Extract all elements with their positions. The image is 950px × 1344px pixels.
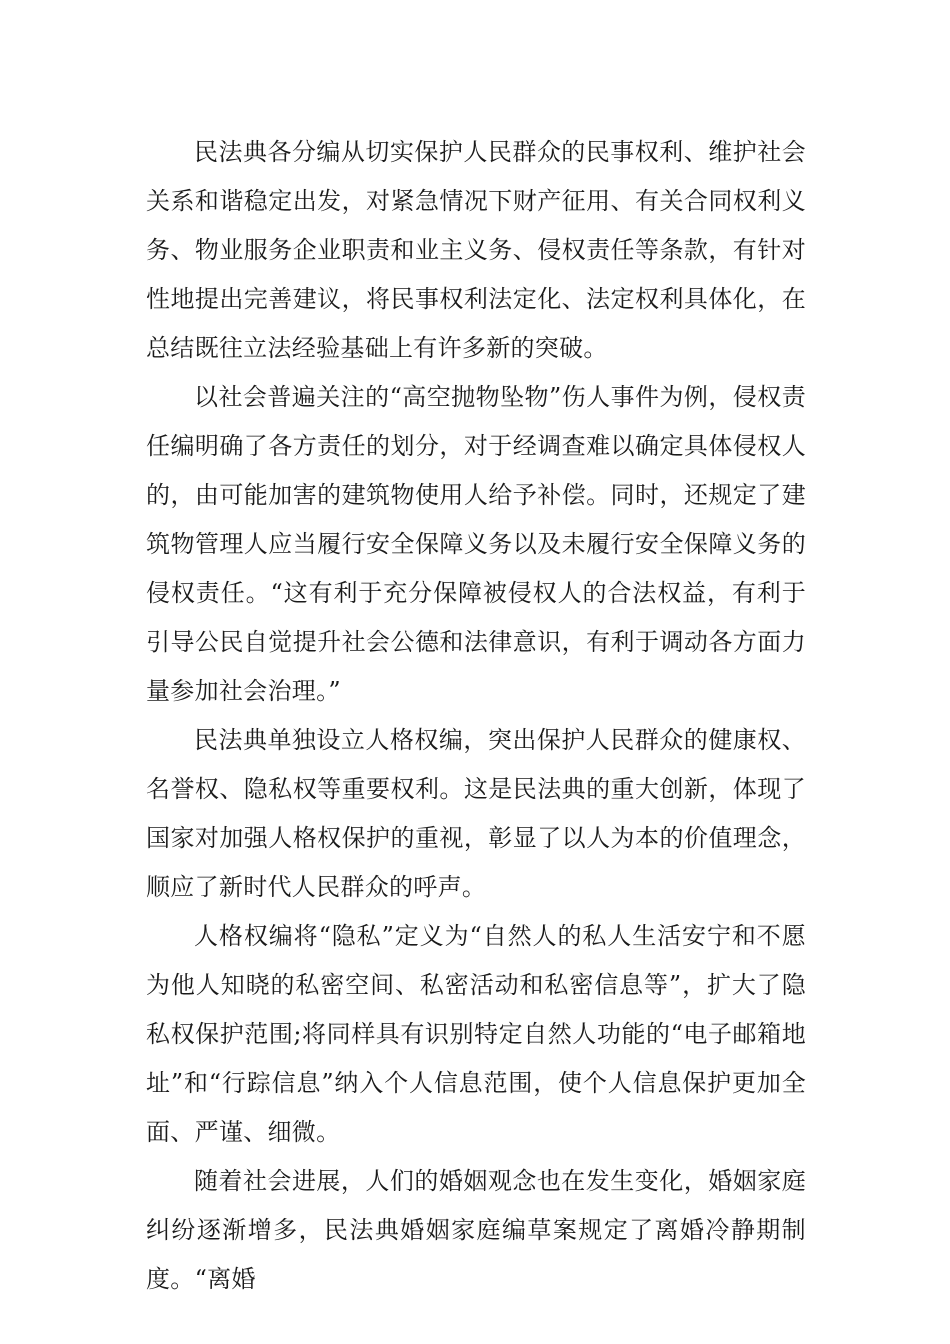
paragraph-5: 随着社会进展，人们的婚姻观念也在发生变化，婚姻家庭纠纷逐渐增多，民法典婚姻家庭编草案规定了离婚冷静期制度。“离婚 <box>146 1167 806 1293</box>
paragraph-4: 人格权编将“隐私”定义为“自然人的私人生活安宁和不愿为他人知晓的私密空间、私密活动和私密信息等”，扩大了隐私权保护范围;将同样具有识别特定自然人功能的“电子邮箱地址”和“行踪信息”纳入个人信息范围，使个人信息保护更加全面、严谨、细微。 <box>146 922 806 1146</box>
paragraph-1: 民法典各分编从切实保护人民群众的民事权利、维护社会关系和谐稳定出发，对紧急情况下财产征用、有关合同权利义务、物业服务企业职责和业主义务、侵权责任等条款，有针对性地提出完善建议，将民事权利法定化、法定权利具体化，在总结既往立法经验基础上有许多新的突破。 <box>146 138 806 362</box>
paragraph-3: 民法典单独设立人格权编，突出保护人民群众的健康权、名誉权、隐私权等重要权利。这是民法典的重大创新，体现了国家对加强人格权保护的重视，彰显了以人为本的价值理念，顺应了新时代人民群众的呼声。 <box>146 726 806 901</box>
document-body <box>146 128 806 1304</box>
paragraph-2: 以社会普遍关注的“高空抛物坠物”伤人事件为例，侵权责任编明确了各方责任的划分，对于经调查难以确定具体侵权人的，由可能加害的建筑物使用人给予补偿。同时，还规定了建筑物管理人应当履行安全保障义务以及未履行安全保障义务的侵权责任。“这有利于充分保障被侵权人的合法权益，有利于引导公民自觉提升社会公德和法律意识，有利于调动各方面力量参加社会治理。” <box>146 383 806 705</box>
